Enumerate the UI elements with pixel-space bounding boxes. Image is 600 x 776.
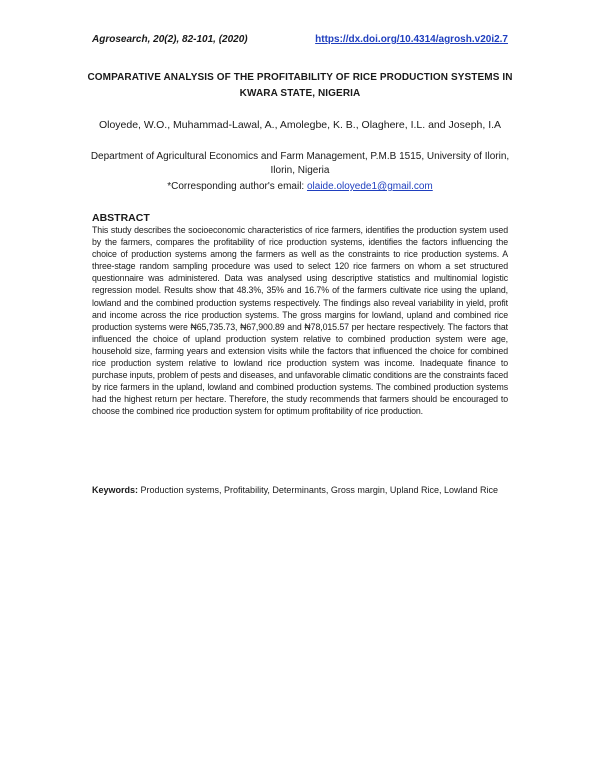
corresponding-label: *Corresponding author's email: xyxy=(167,181,307,192)
paper-title: COMPARATIVE ANALYSIS OF THE PROFITABILITY OF RICE PRODUCTION SYSTEMS IN KWARA STATE, NIGERIA xyxy=(87,72,513,99)
abstract-heading: ABSTRACT xyxy=(92,212,150,224)
keywords-label: Keywords: xyxy=(92,485,139,495)
running-header xyxy=(92,34,508,48)
corresponding-author xyxy=(80,180,520,194)
doi-link[interactable]: https://dx.doi.org/10.4314/agrosh.v20i2.7 xyxy=(315,34,508,45)
corresponding-email-link[interactable]: olaide.oloyede1@gmail.com xyxy=(306,181,433,192)
author-list: Oloyede, W.O., Muhammad-Lawal, A., Amolegbe, K. B., Olaghere, I.L. and Joseph, I.A xyxy=(98,119,502,131)
keywords-text: Production systems, Profitability, Determinants, Gross margin, Upland Rice, Lowland Rice xyxy=(138,485,498,495)
journal-citation: Agrosearch, 20(2), 82-101, (2020) xyxy=(92,34,248,45)
affiliation: Department of Agricultural Economics and Farm Management, P.M.B 1515, University of Ilorin, Ilorin, Nigeria xyxy=(90,151,510,176)
keywords xyxy=(92,484,508,497)
abstract-text: This study describes the socioeconomic characteristics of rice farmers, identifies the production system used by the farmers, compares the profitability of rice production systems, identifies the factors influencing the choice of production systems among the farmers as well as the constraints to rice production systems. A three-stage random sampling procedure was used to select 120 rice farmers on whom a set structured questionnaire was administered. Data was analysed using descriptive statistics and multinomial logistic regression model. Results show that 48.3%, 35% and 16.7% of the farmers cultivate rice using the upland, lowland and the combined production systems respectively. The findings also reveal variability in yield, profit and income across the rice production systems. The gross margins for lowland, upland and combined rice production systems were ₦65,735.73, ₦67,900.89 and ₦78,015.57 per hectare respectively. The factors that influenced the choice of upland production system relative to combined production system were age, household size, farming years and extension visits while the factors that influenced the choice for combined rice production system relative to lowland rice production system was income. Inadequate finance to purchase inputs, problem of pests and diseases, and unfavorable climatic conditions are the constraints faced by rice farmers in the upland, lowland and combined production systems. The combined production systems had the highest return per hectare. Therefore, the study recommends that farmers should be encouraged to choose the combined rice production system for optimum profitability of rice production. xyxy=(92,225,508,417)
